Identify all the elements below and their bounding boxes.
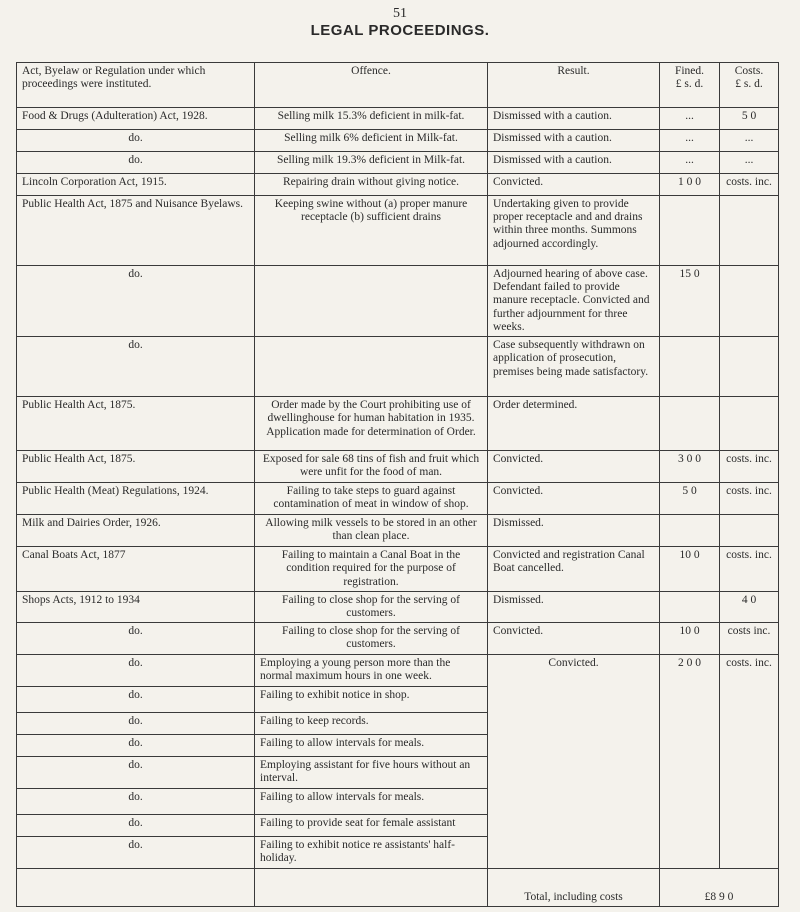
act-cell: do. [17,815,255,837]
costs-cell [720,266,779,337]
costs-cell: ... [720,152,779,174]
costs-cell: costs. inc. [720,483,779,515]
offence-cell: Failing to close shop for the serving of customers. [255,591,488,622]
table-row [17,266,779,337]
costs-cell: costs. inc. [720,547,779,592]
costs-cell: 5 0 [720,108,779,130]
offence-cell [255,337,488,397]
act-cell: do. [17,152,255,174]
result-cell: Case subsequently withdrawn on application of prosecution, premises being made satisfactory. [488,337,660,397]
offence-cell: Failing to close shop for the serving of customers. [255,623,488,655]
fined-cell: 3 0 0 [660,451,720,483]
header-result: Result. [488,63,660,108]
table-row [17,397,779,451]
total-amount: £8 9 0 [660,869,779,907]
act-cell: do. [17,130,255,152]
offence-cell [255,266,488,337]
header-fined-units: £ s. d. [675,78,704,91]
header-costs [720,63,779,108]
table-row [17,655,779,687]
fined-cell [660,397,720,451]
act-cell: do. [17,837,255,869]
act-cell: Shops Acts, 1912 to 1934 [17,591,255,622]
costs-cell: costs. inc. [720,174,779,196]
table-row [17,196,779,266]
act-cell: do. [17,789,255,815]
header-offence: Offence. [255,63,488,108]
fined-cell [660,591,720,622]
fined-cell: ... [660,130,720,152]
offence-cell: Failing to provide seat for female assistant [255,815,488,837]
offence-cell: Failing to exhibit notice in shop. [255,687,488,713]
result-cell: Dismissed. [488,515,660,547]
total-empty-offence [255,869,488,907]
result-cell: Dismissed with a caution. [488,152,660,174]
result-cell: Convicted. [488,483,660,515]
act-cell: Milk and Dairies Order, 1926. [17,515,255,547]
result-cell: Convicted. [488,174,660,196]
total-label: Total, including costs [488,869,660,907]
legal-proceedings-table [16,62,779,907]
result-cell: Undertaking given to provide proper receptacle and and drains within three months. Summons adjourned accordingly. [488,196,660,266]
act-cell: do. [17,337,255,397]
result-cell: Convicted. [488,623,660,655]
total-row [17,869,779,907]
group-result-cell: Convicted. [488,655,660,869]
table-row [17,451,779,483]
result-cell: Dismissed. [488,591,660,622]
fined-cell: 15 0 [660,266,720,337]
result-cell: Convicted and registration Canal Boat cancelled. [488,547,660,592]
offence-cell: Exposed for sale 68 tins of fish and fruit which were unfit for the food of man. [255,451,488,483]
offence-cell: Repairing drain without giving notice. [255,174,488,196]
table-row [17,174,779,196]
offence-cell: Failing to allow intervals for meals. [255,789,488,815]
table-row [17,515,779,547]
costs-cell: ... [720,130,779,152]
costs-cell [720,196,779,266]
costs-cell [720,397,779,451]
act-cell: Canal Boats Act, 1877 [17,547,255,592]
result-cell: Convicted. [488,451,660,483]
header-costs-units: £ s. d. [735,78,763,91]
act-cell: do. [17,735,255,757]
total-empty-act [17,869,255,907]
fined-cell: 5 0 [660,483,720,515]
offence-cell: Failing to exhibit notice re assistants' half-holiday. [255,837,488,869]
fined-cell: 10 0 [660,623,720,655]
fined-cell [660,196,720,266]
result-cell: Adjourned hearing of above case. Defendant failed to provide manure receptacle. Convicted and further adjournment for three weeks. [488,266,660,337]
result-cell: Dismissed with a caution. [488,108,660,130]
table-row [17,483,779,515]
fined-cell: ... [660,108,720,130]
costs-cell: costs inc. [720,623,779,655]
header-row [17,63,779,108]
table-row [17,130,779,152]
group-costs-cell: costs. inc. [720,655,779,869]
act-cell: do. [17,623,255,655]
act-cell: do. [17,266,255,337]
offence-cell: Selling milk 6% deficient in Milk-fat. [255,130,488,152]
group-fined-cell: 2 0 0 [660,655,720,869]
page-number: 51 [393,6,407,21]
header-costs-label: Costs. [734,65,764,77]
costs-cell [720,515,779,547]
offence-cell: Selling milk 15.3% deficient in milk-fat. [255,108,488,130]
table-row [17,152,779,174]
fined-cell: ... [660,152,720,174]
fined-cell: 1 0 0 [660,174,720,196]
act-cell: Public Health (Meat) Regulations, 1924. [17,483,255,515]
act-cell: do. [17,687,255,713]
table-row [17,591,779,622]
offence-cell: Order made by the Court prohibiting use of dwellinghouse for human habitation in 1935. Application made for determination of Order. [255,397,488,451]
offence-cell: Employing assistant for five hours without an interval. [255,757,488,789]
page-title: LEGAL PROCEEDINGS. [310,22,490,39]
act-cell: Food & Drugs (Adulteration) Act, 1928. [17,108,255,130]
offence-cell: Failing to take steps to guard against contamination of meat in window of shop. [255,483,488,515]
act-cell: Public Health Act, 1875 and Nuisance Byelaws. [17,196,255,266]
offence-cell: Allowing milk vessels to be stored in an other than clean place. [255,515,488,547]
result-cell: Dismissed with a caution. [488,130,660,152]
header-act: Act, Byelaw or Regulation under which proceedings were instituted. [17,63,255,108]
table-row [17,108,779,130]
act-cell: do. [17,757,255,789]
fined-cell [660,337,720,397]
offence-cell: Selling milk 19.3% deficient in Milk-fat. [255,152,488,174]
header-fined [660,63,720,108]
header-fined-label: Fined. [674,65,705,77]
fined-cell [660,515,720,547]
table-row [17,337,779,397]
offence-cell: Employing a young person more than the normal maximum hours in one week. [255,655,488,687]
result-cell: Order determined. [488,397,660,451]
act-cell: do. [17,655,255,687]
offence-cell: Keeping swine without (a) proper manure receptacle (b) sufficient drains [255,196,488,266]
table-row [17,623,779,655]
act-cell: Public Health Act, 1875. [17,397,255,451]
costs-cell: 4 0 [720,591,779,622]
table-row [17,547,779,592]
fined-cell: 10 0 [660,547,720,592]
costs-cell: costs. inc. [720,451,779,483]
act-cell: do. [17,713,255,735]
act-cell: Lincoln Corporation Act, 1915. [17,174,255,196]
offence-cell: Failing to keep records. [255,713,488,735]
costs-cell [720,337,779,397]
offence-cell: Failing to allow intervals for meals. [255,735,488,757]
act-cell: Public Health Act, 1875. [17,451,255,483]
offence-cell: Failing to maintain a Canal Boat in the condition required for the purpose of registration. [255,547,488,592]
